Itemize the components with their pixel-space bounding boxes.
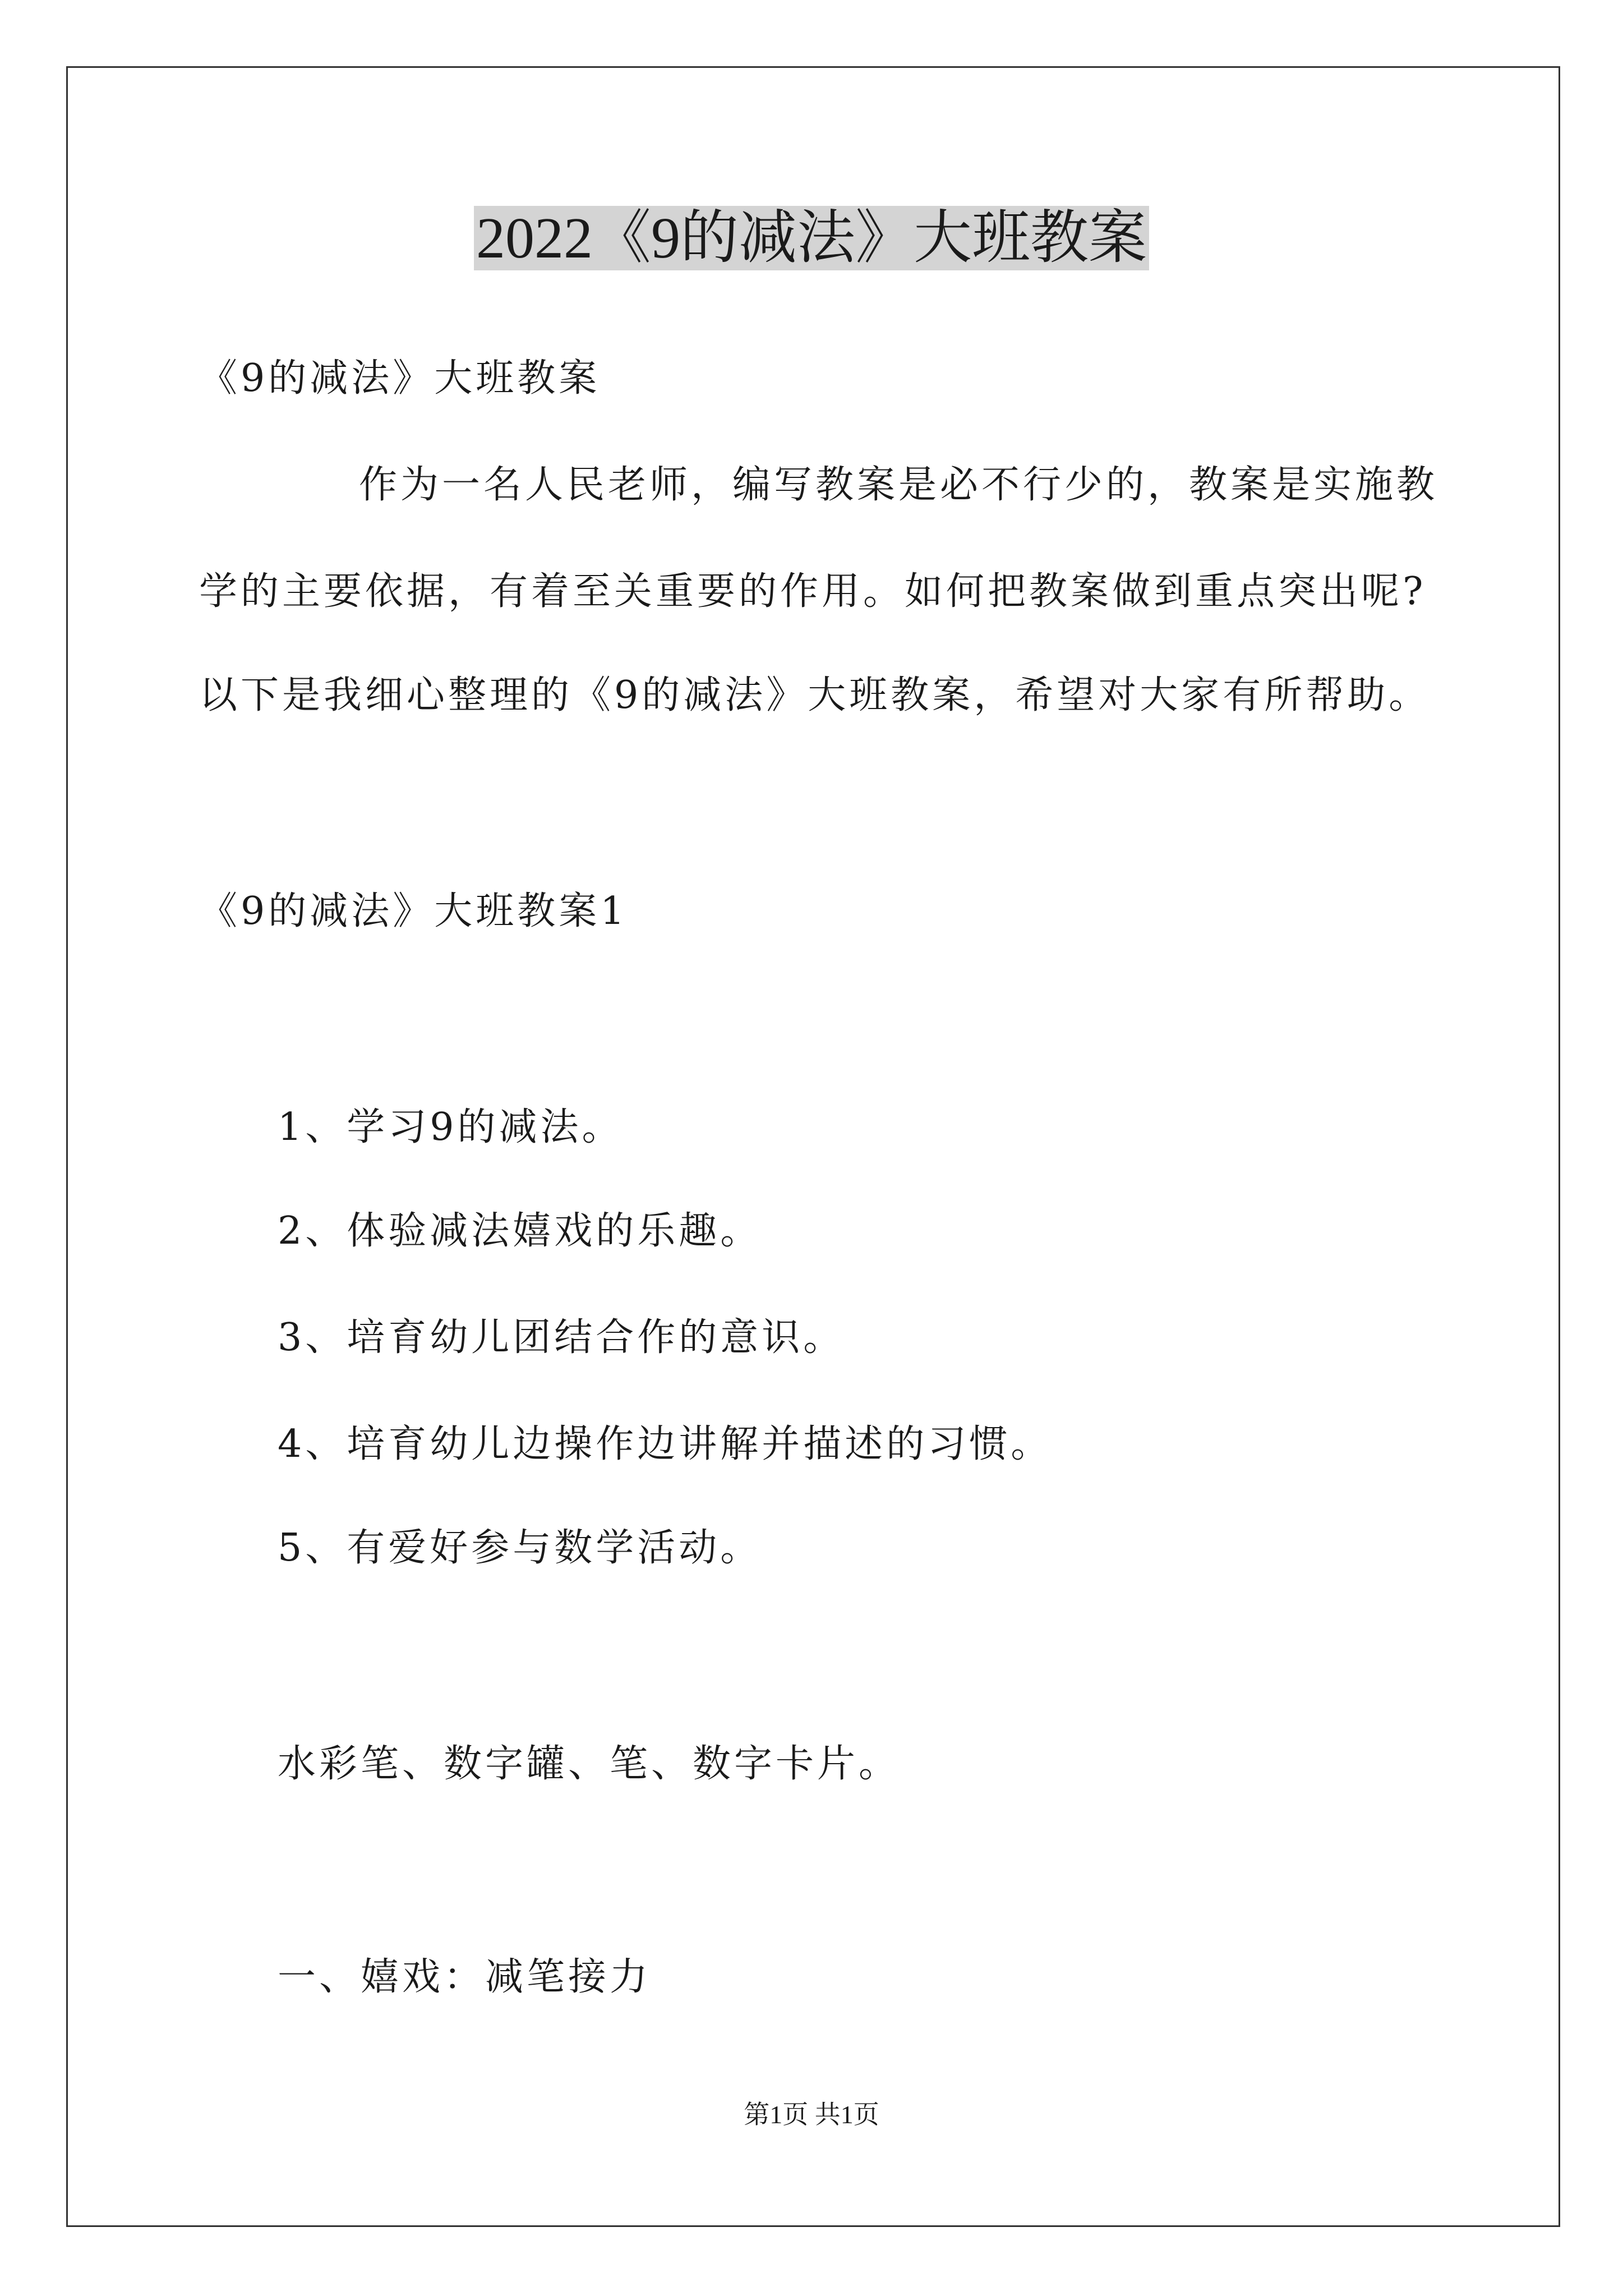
goal-item-1: 1、学习9的减法。 <box>278 1105 624 1149</box>
section-heading: 《9的减法》大班教案1 <box>199 889 628 933</box>
materials-list: 水彩笔、数字罐、笔、数字卡片。 <box>278 1742 901 1786</box>
activity-heading: 一、嬉戏：减笔接力 <box>278 1955 652 1999</box>
intro-line-2: 学的主要依据，有着至关重要的作用。如何把教案做到重点突出呢? <box>199 569 1427 614</box>
goal-item-5: 5、有爱好参与数学活动。 <box>278 1526 762 1570</box>
document-title-text: 2022《9的减法》大班教案 <box>474 206 1149 270</box>
page-footer: 第1页 共1页 <box>744 2100 879 2129</box>
document-subtitle: 《9的减法》大班教案 <box>199 356 601 401</box>
goal-item-2: 2、体验减法嬉戏的乐趣。 <box>278 1209 762 1253</box>
goal-item-3: 3、培育幼儿团结合作的意识。 <box>278 1315 845 1360</box>
intro-line-1: 作为一名人民老师，编写教案是必不行少的，教案是实施教 <box>359 463 1438 507</box>
goal-item-4: 4、培育幼儿边操作边讲解并描述的习惯。 <box>278 1422 1053 1466</box>
intro-line-3: 以下是我细心整理的《9的减法》大班教案，希望对大家有所帮助。 <box>199 673 1431 717</box>
document-title <box>0 199 1623 278</box>
